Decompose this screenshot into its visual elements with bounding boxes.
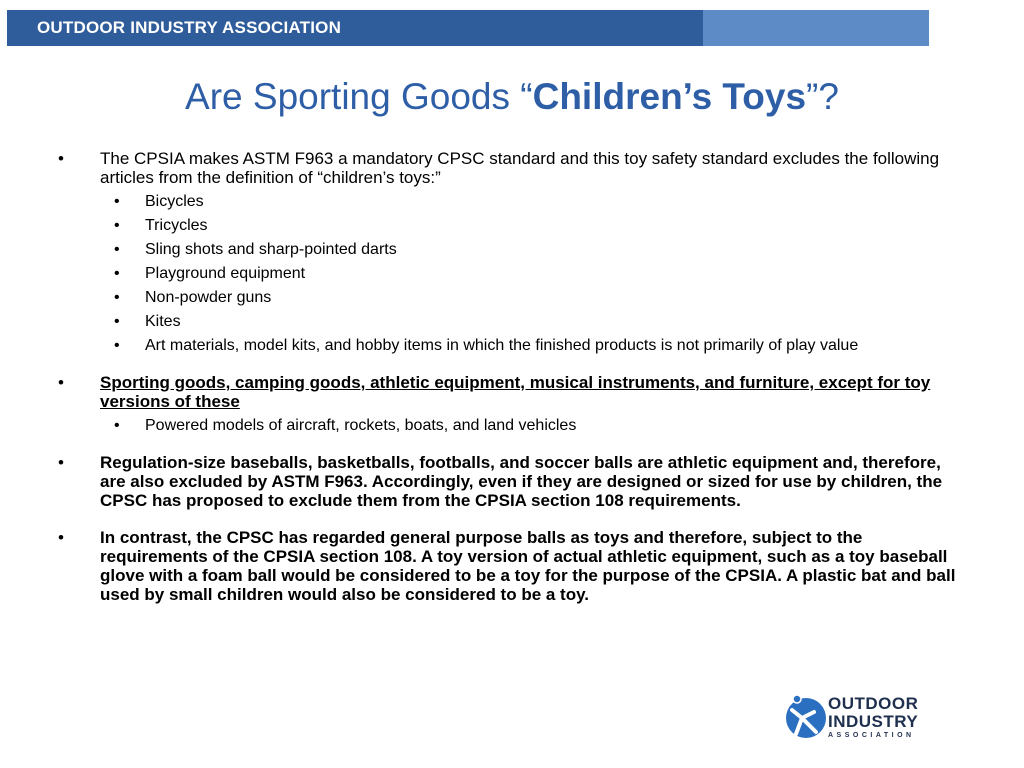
bullet-point-4 bbox=[58, 528, 958, 604]
slide-body bbox=[58, 149, 958, 604]
slide-title bbox=[0, 76, 1024, 118]
title-suffix: ”? bbox=[806, 76, 839, 117]
spacer bbox=[58, 510, 958, 528]
title-prefix: Are Sporting Goods “ bbox=[185, 76, 533, 117]
spacer bbox=[58, 355, 958, 373]
header-banner-accent bbox=[703, 10, 929, 46]
header-banner bbox=[7, 10, 929, 46]
sub-bullet bbox=[58, 312, 958, 331]
sub-bullet-text: Art materials, model kits, and hobby items in which the finished products is not primarily of play value bbox=[145, 337, 859, 354]
sub-bullet bbox=[58, 192, 958, 211]
sub-bullet-text: Kites bbox=[145, 313, 181, 330]
sub-bullet-text: Bicycles bbox=[145, 193, 204, 210]
bullet-icon: • bbox=[58, 453, 64, 472]
logo-word-association: ASSOCIATION bbox=[828, 732, 915, 739]
logo-word-industry: INDUSTRY bbox=[828, 712, 919, 731]
sub-bullet-text: Tricycles bbox=[145, 217, 208, 234]
bullet-icon: • bbox=[114, 217, 120, 234]
bullet-icon: • bbox=[114, 193, 120, 210]
sub-bullet bbox=[58, 416, 958, 435]
header-org-name: OUTDOOR INDUSTRY ASSOCIATION bbox=[37, 18, 342, 37]
sub-bullet bbox=[58, 264, 958, 283]
spacer bbox=[58, 435, 958, 453]
sub-bullet bbox=[58, 336, 958, 355]
bullet-icon: • bbox=[114, 337, 120, 354]
bullet-icon: • bbox=[114, 417, 120, 434]
bullet-point-3 bbox=[58, 453, 958, 510]
bullet-icon: • bbox=[114, 241, 120, 258]
bullet-icon: • bbox=[58, 528, 64, 547]
sub-bullet bbox=[58, 288, 958, 307]
bullet-icon: • bbox=[58, 149, 64, 168]
bullet-icon: • bbox=[114, 289, 120, 306]
bullet-text: In contrast, the CPSC has regarded general purpose balls as toys and therefore, subject to the requirements of the CPSIA section 108. A toy version of actual athletic equipment, such as a toy baseball glove with a foam ball would be considered to be a toy for the purpose of the CPSIA. A plastic bat and ball used by small children would also be considered to be a toy. bbox=[100, 528, 956, 604]
bullet-text: The CPSIA makes ASTM F963 a mandatory CPSC standard and this toy safety standard excludes the following articles from the definition of “children’s toys:” bbox=[100, 149, 940, 187]
bullet-icon: • bbox=[114, 313, 120, 330]
sub-bullet-text: Non-powder guns bbox=[145, 289, 272, 306]
sub-bullet-text: Sling shots and sharp-pointed darts bbox=[145, 241, 397, 258]
bullet-text: Sporting goods, camping goods, athletic equipment, musical instruments, and furniture, except for toy versions of these bbox=[100, 373, 931, 411]
oia-logo bbox=[784, 690, 944, 744]
bullet-icon: • bbox=[58, 373, 64, 392]
sub-bullet bbox=[58, 216, 958, 235]
sub-bullet-text: Powered models of aircraft, rockets, boats, and land vehicles bbox=[145, 417, 577, 434]
logo-word-outdoor: OUTDOOR bbox=[828, 694, 919, 713]
bullet-icon: • bbox=[114, 265, 120, 282]
sub-bullet-text: Playground equipment bbox=[145, 265, 306, 282]
title-bold: Children’s Toys bbox=[532, 76, 807, 117]
bullet-point-1 bbox=[58, 149, 958, 187]
oia-logo-icon bbox=[784, 690, 828, 744]
bullet-point-2 bbox=[58, 373, 958, 411]
bullet-text: Regulation-size baseballs, basketballs, footballs, and soccer balls are athletic equipment and, therefore, are also excluded by ASTM F963. Accordingly, even if they are designed or sized for use by children, the CPSC has proposed to exclude them from the CPSIA section 108 requirements. bbox=[100, 453, 943, 510]
sub-bullet bbox=[58, 240, 958, 259]
